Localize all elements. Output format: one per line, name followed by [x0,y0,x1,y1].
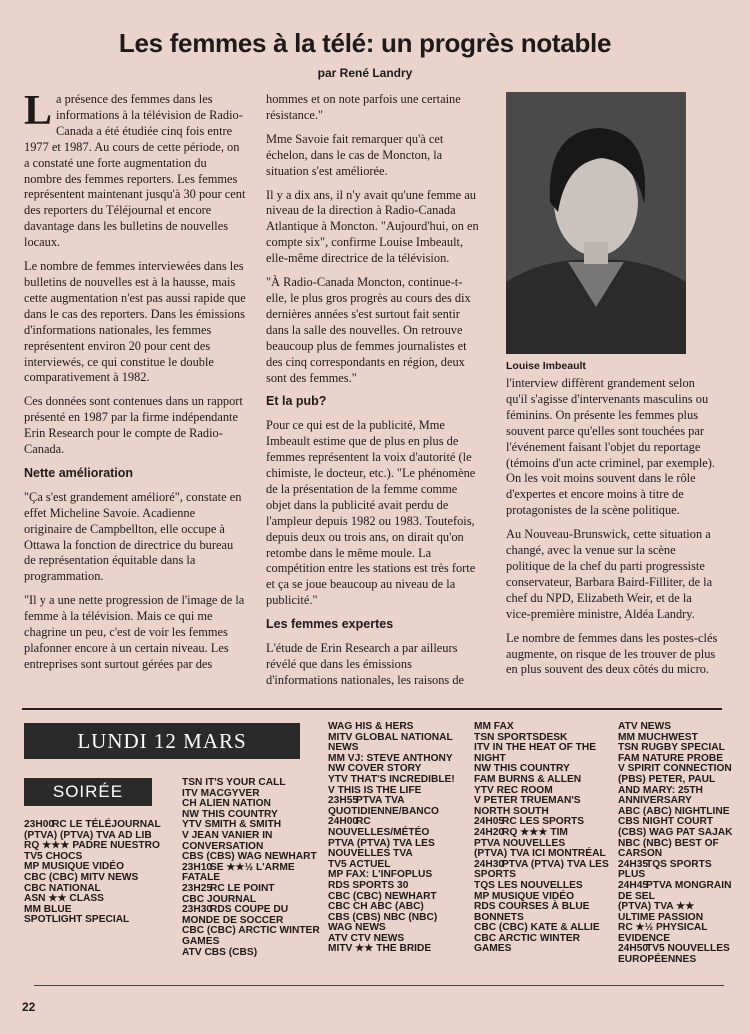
listing-entry [328,839,470,860]
listing-program: ASN ★★ CLASS [24,893,104,905]
listing-program: (PBS) PETER, PAUL AND MARY: 25TH ANNIVERSARY [618,773,715,807]
listing-entry [182,926,324,947]
listing-program: NBC (NBC) BEST OF CARSON [618,837,719,860]
listing-program: RDS COURSES À BLUE BONNETS [474,901,590,923]
listing-column-5 [618,722,734,966]
listing-program: YTV SMITH & SMITH [182,819,282,831]
listing-program: CBC ARCTIC WINTER GAMES [474,932,581,955]
listing-time: 23H55 [328,795,359,807]
listing-time: 23H10 [182,861,213,873]
paragraph: Le nombre de femmes interviewées dans les bulletins de nouvelles est à la hausse, mais cette augmentation n'est pas aussi rapide que dans le cas des reporters. Dans les émissions d'informations nationales, les femmes représentent environ 20 pour cent des interviewés, ce qui constitue le double comparativement à 1982. [24,259,246,385]
article-title: Les femmes à la télé: un progrès notable [118,28,612,58]
listing-program: RQ ★★★ PADRE NUESTRO [24,840,160,852]
listing-entry [328,944,470,955]
listing-program: CBC (CBC) ARCTIC WINTER GAMES [182,925,320,947]
portrait-photo [506,92,686,354]
listing-column-4 [474,722,614,955]
listing-program: ITV IN THE HEAT OF THE NIGHT [474,742,597,764]
listing-program: TSN IT'S YOUR CALL [182,777,286,788]
listing-entry [618,860,734,881]
paragraph: Mme Savoie fait remarquer qu'à cet échelon, dans le cas de Moncton, la situation s'est améliorée. [266,131,444,178]
listing-program: V THIS IS THE LIFE [328,784,422,796]
listing-program: MP MUSIQUE VIDÉO [474,890,575,902]
listing-time: 23H00 [24,819,55,830]
listing-program: MITV ★★ THE BRIDE [328,943,432,955]
listing-entry [618,775,734,807]
listing-program: TV5 ACTUEL [328,858,391,870]
paragraph: L'étude de Erin Research a par ailleurs révélé que dans les émissions d'informations nationales, les raisons de [266,641,465,687]
listing-column-1 [24,820,174,926]
listing-program: RC ★½ PHYSICAL EVIDENCE [618,922,708,944]
paragraph: Au Nouveau-Brunswick, cette situation a changé, avec la venue sur la scène politique de la chef du parti progressiste conservateur, Barbara Baird-Filliter, de la chef du NPD, Elizabeth Weir, et de la vice-première ministre, Aldéa Landry. [506,527,713,621]
listing-program: CBC (CBC) MITV NEWS [24,871,139,883]
bottom-rule [34,985,724,986]
listing-entry [474,796,614,817]
listing-program: CBS (CBS) WAG NEWHART [182,851,317,863]
paragraph: Le nombre de femmes dans les postes-clés augmente, on risque de les trouver de plus en plus souvent des deux côtés du micro. [506,630,718,677]
listing-entry [182,863,324,884]
article-column-2 [266,92,480,697]
paragraph: "Ça s'est grandement amélioré", constate en effet Micheline Savoie. Acadienne originaire de Campbellton, elle occupe à Ottawa la fonction de directrice du bureau de représentation équitable dans la programmation. [24,489,242,584]
listing-program: CBC JOURNAL [182,893,257,905]
listing-program: NW THIS COUNTRY [474,763,570,775]
section-heading: Et la pub? [266,394,327,409]
listing-entry [618,902,734,923]
listing-time: 24H50 [618,943,649,955]
listing-program: CBC CH ABC (ABC) [328,901,424,913]
article-column-1 [24,88,246,681]
listing-program: RC LES SPORTS [502,816,585,828]
listing-program: PTVA (PTVA) TVA LES NOUVELLES TVA [328,837,435,860]
listing-program: CH ALIEN NATION [182,798,271,810]
listing-entry [474,860,614,881]
evening-banner: SOIRÉE [24,778,152,806]
listing-program: CBS (CBS) NBC (NBC) [328,911,438,923]
listing-program: ITV MACGYVER [182,787,260,799]
listing-time: 24H45 [618,879,649,891]
listing-entry [328,733,470,754]
listing-program: MP FAX: L'INFOPLUS [328,869,433,881]
listing-entry [328,796,470,817]
drop-cap: L [24,88,53,134]
listing-entry [474,902,614,923]
listing-entry [182,831,324,852]
listing-program: CBC (CBC) NEWHART [328,890,437,902]
listing-program: MP MUSIQUE VIDÉO [24,861,125,873]
listing-program: V JEAN VANIER IN CONVERSATION [182,829,273,852]
listing-program: WAG NEWS [328,922,386,934]
portrait-illustration [506,92,686,354]
listing-program: FAM BURNS & ALLEN [474,773,582,785]
listing-time: 23H25 [182,882,213,894]
listing-program: MM VJ: STEVE ANTHONY [328,752,453,764]
listing-program: (CBS) WAG PAT SAJAK [618,826,733,838]
paragraph: l'interview diffèrent grandement selon qu'il s'agisse d'intervenants masculins ou féminins. On présente les femmes plus souvent parce qu'elles sont touchées par l'événement faisant l'objet du reportage (témoins d'un acte criminel, par exemple). On les voit moins souvent dans le rôle d'expertes et encore moins à titre de protagonistes de la scène politique. [506,376,716,518]
listing-time: 23H30 [182,904,213,916]
listing-program: SPOTLIGHT SPECIAL [24,914,130,926]
listing-program: V PETER TRUEMAN'S NORTH SOUTH [474,795,581,817]
listing-program: MITV GLOBAL NATIONAL NEWS [328,731,453,754]
listing-program: TQS LES NOUVELLES [474,879,583,891]
page-number: 22 [22,1000,36,1014]
listing-program: NW THIS COUNTRY [182,808,278,820]
listing-entry [474,743,614,764]
listing-time: 24H35 [618,858,649,870]
listing-program: CBC (CBC) KATE & ALLIE [474,922,600,934]
listing-column-2 [182,778,324,958]
listing-program: (PTVA) TVA ICI MONTRÉAL [474,848,606,860]
listing-program: TV5 CHOCS [24,850,83,862]
listing-time: 24H00 [328,816,359,828]
listing-program: RC NOUVELLES/MÉTÉO [328,816,430,838]
listing-entry [24,915,174,926]
listing-time: 24H20 [474,826,505,838]
section-heading: Les femmes expertes [266,617,394,632]
listing-program: MM MUCHWEST [618,731,698,743]
listing-column-3 [328,722,470,955]
listing-time: 24H05 [474,816,505,828]
lead-paragraph: La présence des femmes dans les informations à la télévision de Radio-Canada a été étudiée cinq fois entre 1977 et 1987. Au cours de cette période, on a constaté une forte augmentation du nombre des femmes reporters. Les femmes représentent maintenant jusqu'à 30 pour cent des reporters du Téléjournal et encore davantage dans les bulletins de nouvelles locaux. [24,88,246,250]
paragraph: Il y a dix ans, il n'y avait qu'une femme au niveau de la direction à Radio-Canada Atlantique à Moncton. "Aujourd'hui, on en compte six", confirme Louise Imbeault, elle-même directrice de la télévision. [266,187,479,266]
listing-entry [182,948,324,959]
listing-program: ATV CTV NEWS [328,932,405,944]
photo-caption: Louise Imbeault [506,360,586,372]
listing-program: PTVA (PTVA) TVA LES SPORTS [474,858,609,881]
listing-program: TSN RUGBY SPECIAL [618,742,725,754]
listing-entry [618,923,734,944]
listing-program: V SPIRIT CONNECTION [618,763,732,775]
paragraph: hommes et on note parfois une certaine résistance." [266,92,461,122]
paragraph: Pour ce qui est de la publicité, Mme Imbeault estime que de plus en plus de femmes représentent la voix d'autorité (le chimiste, le docteur, etc.). "Le phénomène de la présentation de la femme comme objet dans la publicité avait perdu de l'ampleur depuis 1982 ou 1983. Toutefois, depuis deux ou trois ans, on dirait qu'on retombe dans le même moule. La compétition entre les stations est très forte et ça se joue beaucoup au niveau de la publicité." [266,418,476,608]
listing-program: ABC (ABC) NIGHTLINE [618,805,730,817]
listing-program: RC LE TÉLÉJOURNAL (PTVA) (PTVA) TVA AD LIB [24,819,161,841]
listing-entry [474,934,614,955]
listing-program: ATV NEWS [618,721,672,732]
listing-program: ATV CBS (CBS) [182,946,258,958]
listing-program: RQ ★★★ TIM [502,826,568,838]
section-divider [22,708,722,710]
listing-program: RDS SPORTS 30 [328,879,409,891]
paragraph: "Il y a une nette progression de l'image de la femme à la télévision. Mais ce qui me chagrine un peu, c'est de voir les femmes plafonner encore à un certain niveau. Les entreprises sont surtout gérées par des [24,593,245,671]
listing-program: RDS COUPE DU MONDE DE SOCCER [182,904,289,926]
listing-program: (PTVA) TVA ★★ ULTIME PASSION [618,901,704,923]
listing-program: TSN SPORTSDESK [474,731,568,743]
listing-program: MM FAX [474,721,514,732]
article-byline: par René Landry [317,66,413,80]
listing-program: MM BLUE [24,903,72,915]
listing-program: SE ★★½ L'ARME FATALE [182,861,295,884]
listing-entry [618,881,734,902]
listing-program: PTVA MONGRAIN DE SEL [618,879,732,902]
listing-entry [618,944,734,965]
paragraph: Ces données sont contenues dans un rapport présenté en 1987 par la firme indépendante Erin Research pour le compte de Radio-Canada. [24,394,243,457]
listing-program: TQS SPORTS PLUS [618,858,712,881]
listing-program: RC LE POINT [210,882,275,894]
paragraph: "À Radio-Canada Moncton, continue-t-elle, le plus gros progrès au cours des dix dernières années s'est surtout fait sentir dans la salle des nouvelles. On retrouve beaucoup plus de femmes journalistes et des cinq correspondants en région, deux sont des femmes." [266,275,471,385]
article-column-3 [506,376,718,686]
listing-entry [182,905,324,926]
listing-program: TV5 NOUVELLES EUROPÉENNES [618,943,730,966]
listing-program: PTVA NOUVELLES [474,837,566,849]
listing-program: FAM NATURE PROBE [618,752,724,764]
listing-program: PTVA TVA QUOTIDIENNE/BANCO [328,795,439,817]
listing-program: CBC NATIONAL [24,882,101,894]
listing-entry [618,839,734,860]
listing-program: WAG HIS & HERS [328,721,414,732]
listing-program: NW COVER STORY [328,763,422,775]
listing-entry [24,820,174,841]
listing-entry [328,817,470,838]
listing-program: YTV REC ROOM [474,784,553,796]
section-heading: Nette amélioration [24,465,134,480]
listing-program: CBS NIGHT COURT [618,816,714,828]
day-banner: LUNDI 12 MARS [24,723,300,759]
listing-program: YTV THAT'S INCREDIBLE! [328,773,455,785]
listing-time: 24H30 [474,858,505,870]
